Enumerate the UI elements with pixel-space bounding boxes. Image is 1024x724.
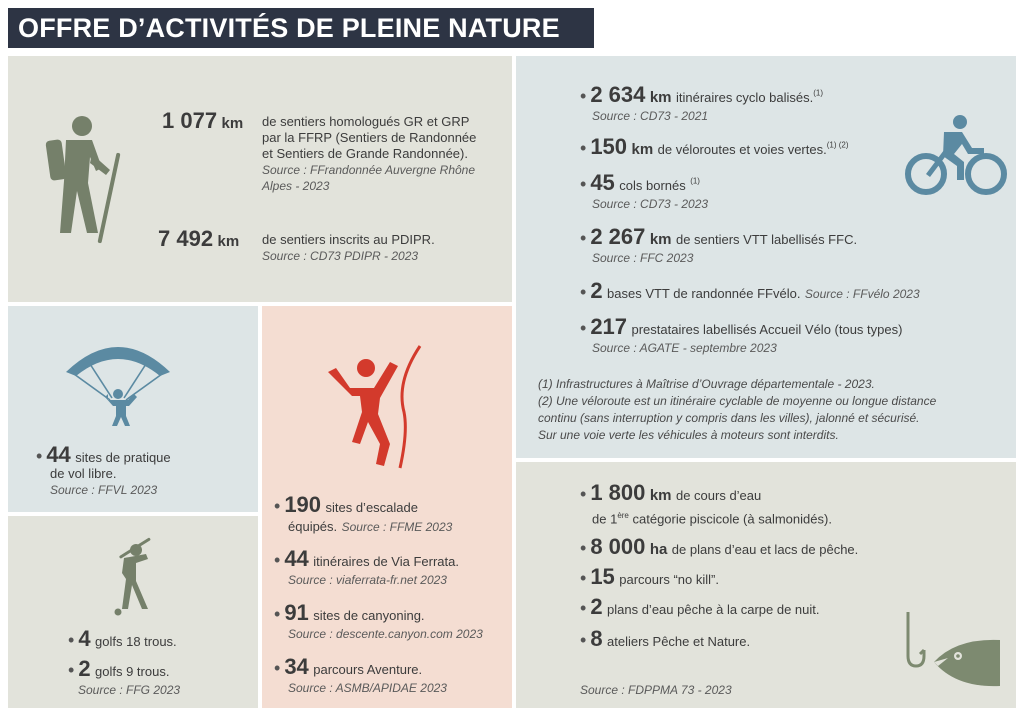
cycling-prestataires-value: 217 [590,314,628,339]
hiking-gr-source1: Source : FFrandonnée Auvergne Rhône [262,163,476,177]
cycling-footnote-2-cont: continu (sans interruption y compris dans les villes), jalonné et sécurisé. [538,411,920,425]
page-title: OFFRE D’ACTIVITÉS DE PLEINE NATURE [8,8,594,48]
cycling-footnote-2-end: Sur une voie verte les véhicules à moteurs sont interdits. [538,428,839,442]
golf-panel: • 4 golfs 18 trous. • 2 golfs 9 trous. Source : FFG 2023 [8,516,258,708]
climber-icon [324,342,434,472]
golf-9-text: golfs 9 trous. [95,664,170,679]
cycling-veloroutes-value: 150 [590,134,628,159]
hiking-gr-line2: par la FFRP (Sentiers de Randonnée [262,130,477,145]
climbing-escalade-line1: sites d’escalade [325,500,418,515]
climbing-aventure-value: 34 [284,654,309,679]
paragliding-panel: • 44 sites de pratique de vol libre. Source : FFVL 2023 [8,306,258,512]
cycling-cyclo-text: itinéraires cyclo balisés. [675,90,814,105]
fishing-ateliers-text: ateliers Pêche et Nature. [607,634,751,649]
cycling-footnote-2: (2) Une véloroute est un itinéraire cyclable de moyenne ou longue distance [538,394,937,408]
paragliding-value: 44 [46,442,71,467]
fishing-coursdeau-line2b: catégorie piscicole (à salmonidés). [632,511,832,527]
fishing-source: Source : FDPPMA 73 - 2023 [580,683,732,697]
golf-18-text: golfs 18 trous. [95,634,177,649]
fishing-carpe-value: 2 [590,594,603,619]
fishing-plansdeau-value: 8 000 [590,534,646,559]
climbing-canyoning-value: 91 [284,600,309,625]
cycling-vtt-text: de sentiers VTT labellisés FFC. [675,232,858,247]
fishing-coursdeau-unit: km [649,487,672,504]
hiking-gr-unit: km [221,115,244,132]
fishing-plansdeau-unit: ha [649,541,668,558]
fishing-carpe-text: plans d’eau pêche à la carpe de nuit. [607,602,820,617]
hiking-pdipr-value: 7 492 [158,226,214,251]
paragliding-line2: de vol libre. [50,466,117,481]
golf-18-value: 4 [78,626,91,651]
paraglider-icon [62,332,174,428]
cycling-cols-note-ref: (1) [690,176,700,186]
fish-hook-icon [900,610,1004,694]
cycling-cols-value: 45 [590,170,615,195]
fishing-coursdeau-line2sup: ère [617,511,629,520]
cycling-veloroutes-text: de véloroutes et voies vertes. [657,142,827,157]
cycling-prestataires-source: Source : AGATE - septembre 2023 [592,341,777,355]
fishing-panel: • 1 800 km de cours d’eau de 1ère catégorie piscicole (à salmonidés). • 8 000 ha de plans d’eau et lacs de pêche. • 15 parcours “no kill”. • 2 plans d’eau pêche à la carpe de nuit. • 8 ateliers Pêche et Nature. Source : FDPPMA 73 - 2023 [516,462,1016,708]
hiking-gr-line3: et Sentiers de Grande Randonnée). [262,146,468,161]
fishing-nokill-text: parcours “no kill”. [619,572,719,587]
hiking-pdipr-source: Source : CD73 PDIPR - 2023 [262,249,419,263]
climbing-viaferrata-value: 44 [284,546,309,571]
cycling-footnote-1: (1) Infrastructures à Maîtrise d’Ouvrage départementale - 2023. [538,377,875,391]
hiker-icon [44,114,134,244]
climbing-aventure-source: Source : ASMB/APIDAE 2023 [288,681,447,695]
cycling-bases-source: Source : FFvélo 2023 [804,287,920,301]
cycling-panel: • 2 634 km itinéraires cyclo balisés.$^{(1)}$ Source : CD73 - 2021 • 150 km de véloroutes et voies vertes.$^{(1) (2)}$ • 45 cols bornés $^{(1)}$ Source : CD73 - 2023 • 2 267 km de sentiers VTT labellisés FFC. Source : FFC 2023 • 2 bases VTT de randonnée FFvélo. Source : FFvélo 2023 • 217 prestataires labellisés Accueil Vélo (tous types) Source : AGATE - septembre 2023 (1) Infrastructures à Maîtrise d’Ouvrage départementale - 2023. (2) Une véloroute est un itinéraire cyclable de moyenne ou longue distance continu (sans interruption y compris dans les villes), jalonné et sécurisé. Sur une voie verte les véhicules à moteurs sont interdits. [516,56,1016,458]
hiking-gr-line1: de sentiers homologués GR et GRP [262,114,470,129]
cycling-cyclo-value: 2 634 [590,82,646,107]
cycling-cyclo-source: Source : CD73 - 2021 [592,109,709,123]
climbing-viaferrata-source: Source : viaferrata-fr.net 2023 [288,573,447,587]
climbing-canyoning-source: Source : descente.canyon.com 2023 [288,627,483,641]
paragliding-source: Source : FFVL 2023 [50,483,158,497]
cycling-cols-text: cols bornés [619,178,686,193]
cycling-cyclo-note-ref: (1) [813,88,824,98]
hiking-pdipr-unit: km [217,233,240,250]
cycling-cols-source: Source : CD73 - 2023 [592,197,709,211]
cycling-vtt-value: 2 267 [590,224,646,249]
fishing-plansdeau-text: de plans d’eau et lacs de pêche. [671,542,859,557]
climbing-viaferrata-text: itinéraires de Via Ferrata. [313,554,459,569]
hiking-gr-source2: Alpes - 2023 [262,179,330,193]
fishing-coursdeau-line2a: de 1 [592,511,618,527]
golf-source: Source : FFG 2023 [78,683,181,697]
hiking-panel [8,56,512,302]
cycling-veloroutes-note-ref: (1) (2) [826,140,849,150]
cycling-veloroutes-unit: km [631,141,654,158]
cycling-cyclo-unit: km [649,89,672,106]
cycling-bases-value: 2 [590,278,603,303]
climbing-escalade-source: Source : FFME 2023 [341,520,453,534]
fishing-ateliers-value: 8 [590,626,603,651]
cycling-bases-text: bases VTT de randonnée FFvélo. [607,286,801,301]
fishing-coursdeau-text: de cours d’eau [675,488,762,503]
cyclist-icon [904,112,1008,198]
cycling-vtt-source: Source : FFC 2023 [592,251,694,265]
golfer-icon [106,528,166,618]
fishing-coursdeau-value: 1 800 [590,480,646,505]
cycling-prestataires-text: prestataires labellisés Accueil Vélo (tous types) [631,322,903,337]
paragliding-line1: sites de pratique [75,450,171,465]
climbing-aventure-text: parcours Aventure. [313,662,423,677]
climbing-canyoning-text: sites de canyoning. [313,608,425,623]
cycling-vtt-unit: km [649,231,672,248]
climbing-panel: • 190 sites d’escalade équipés. Source : FFME 2023 • 44 itinéraires de Via Ferrata. Source : viaferrata-fr.net 2023 • 91 sites de canyoning. Source : descente.canyon.com 2023 • 34 parcours Aventure. Source : ASMB/APIDAE 2023 [262,306,512,708]
hiking-gr-value: 1 077 [162,108,218,133]
hiking-pdipr-text: de sentiers inscrits au PDIPR. [262,232,435,247]
fishing-nokill-value: 15 [590,564,615,589]
golf-9-value: 2 [78,656,91,681]
climbing-escalade-value: 190 [284,492,322,517]
climbing-escalade-line2: équipés. [288,519,338,534]
